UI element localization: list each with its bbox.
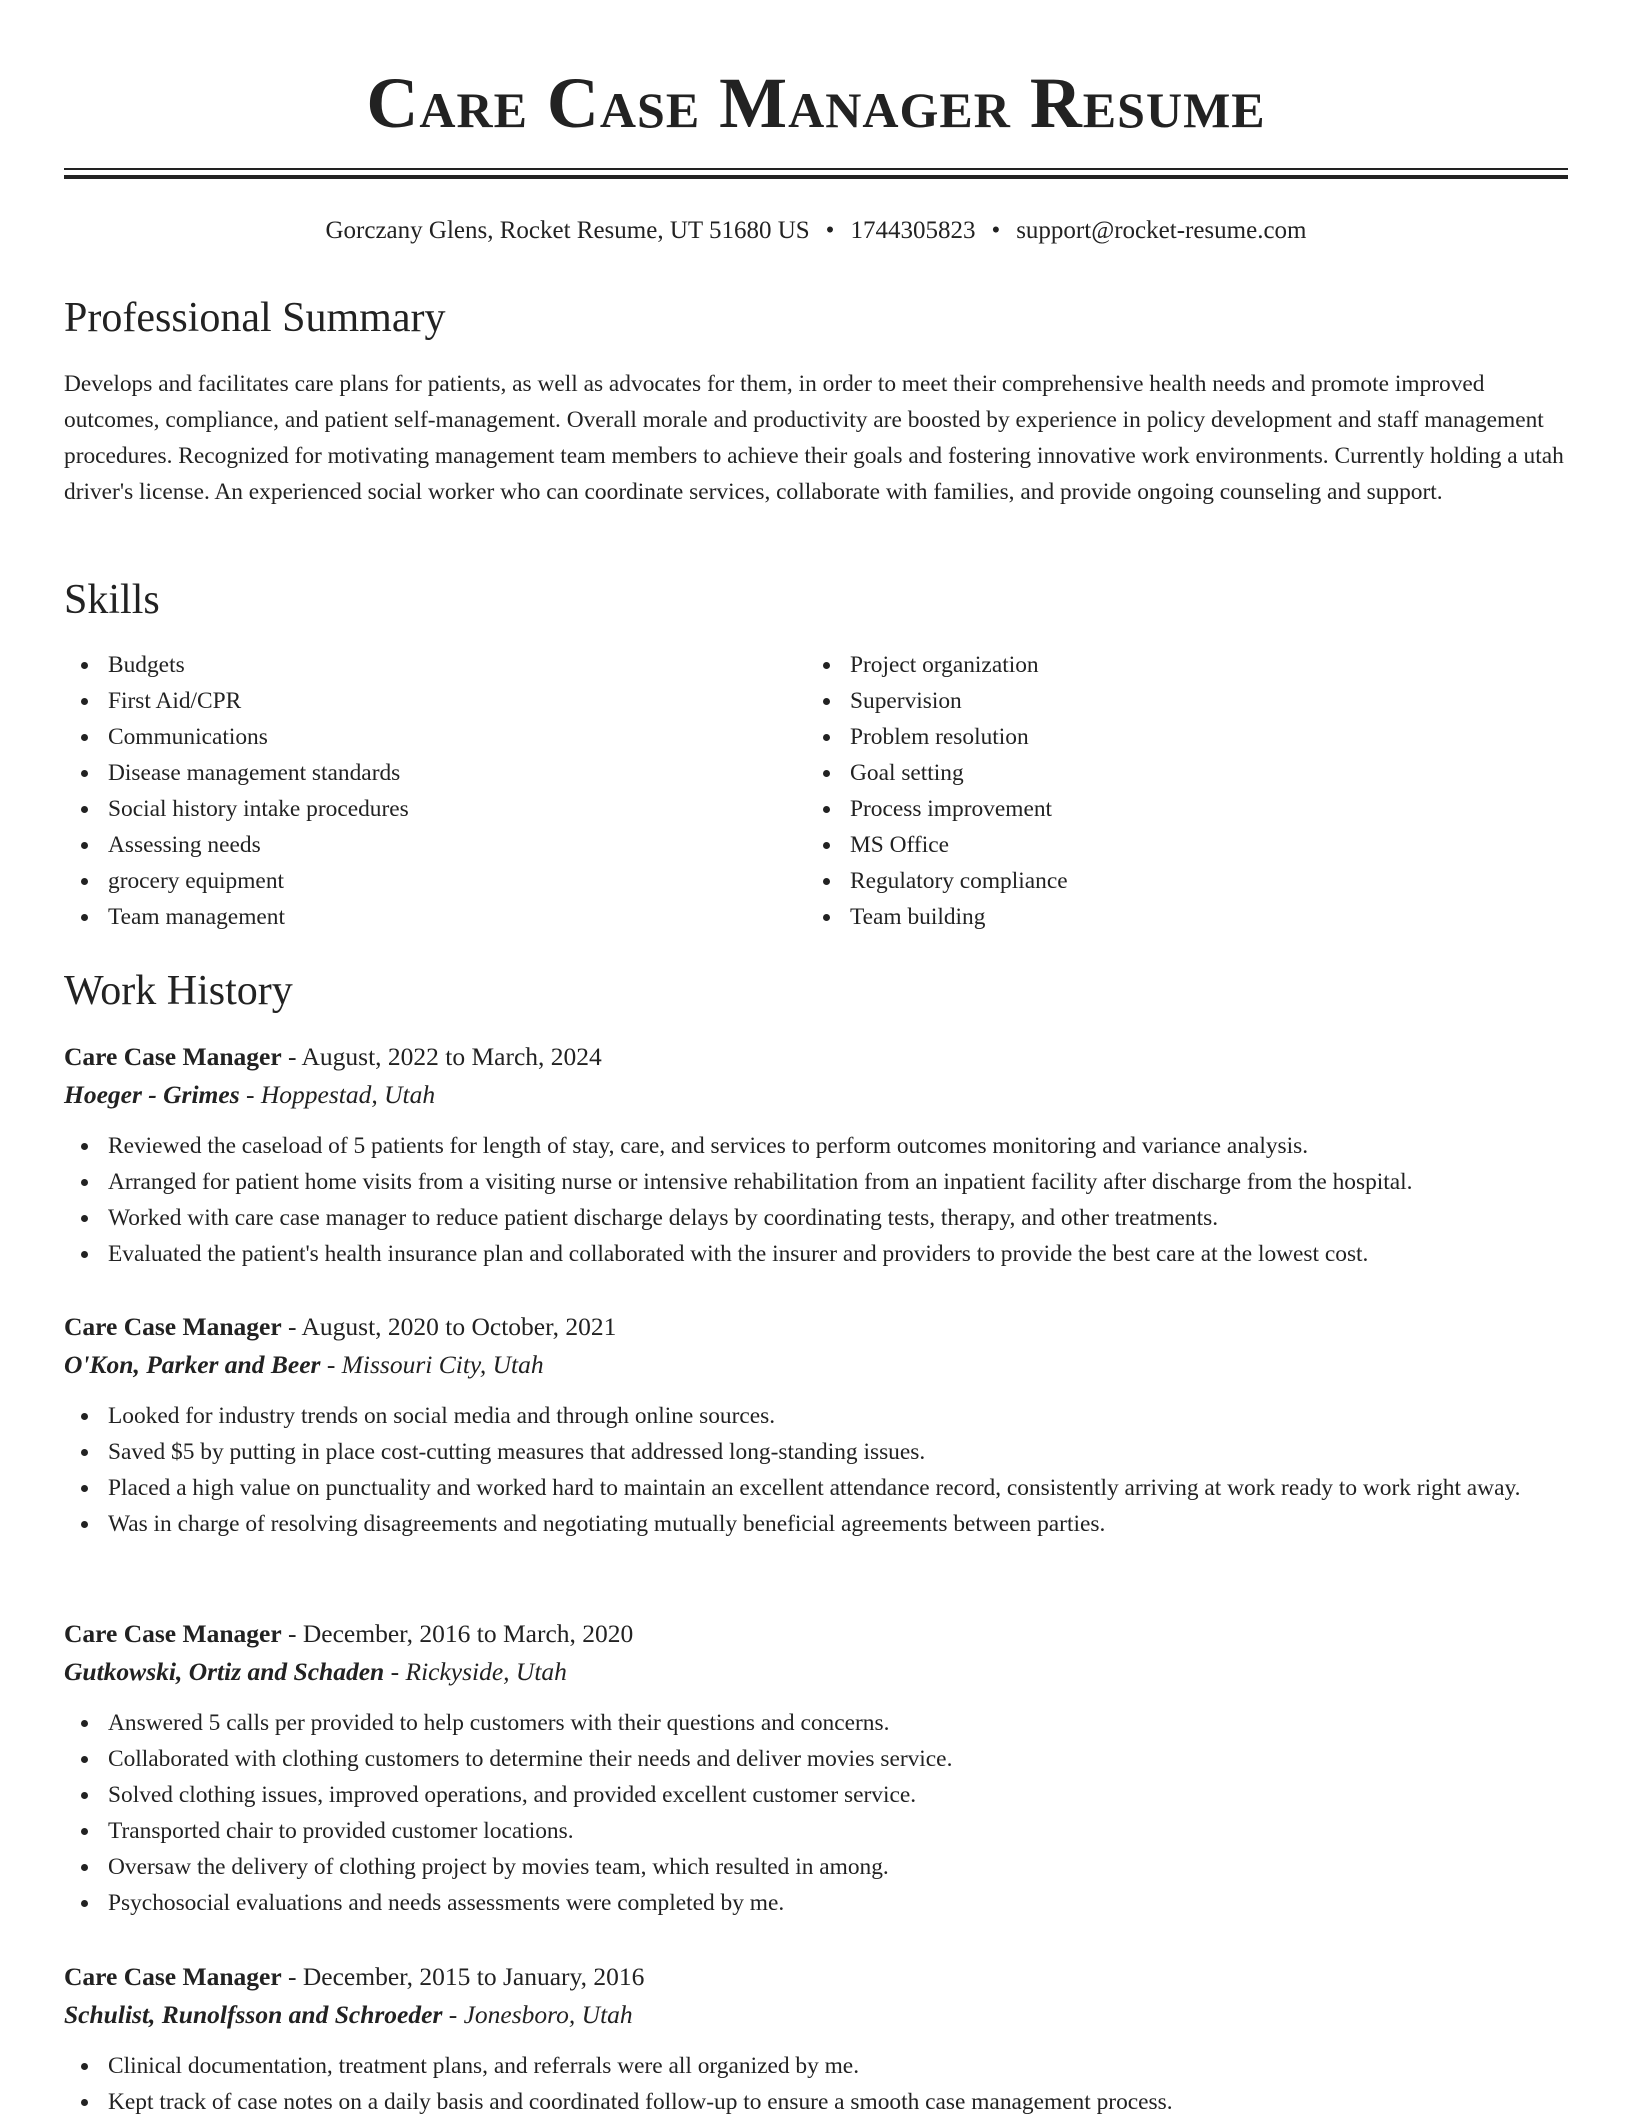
skills-list-right: [806, 647, 1506, 935]
job-bullet: Kept track of case notes on a daily basis and coordinated follow-up to ensure a smooth case management process.: [64, 2084, 1574, 2120]
job-bullet: Oversaw the delivery of clothing project by movies team, which resulted in among.: [64, 1849, 1574, 1885]
job-bullet: Clinical documentation, treatment plans, and referrals were all organized by me.: [64, 2048, 1574, 2084]
job-location: - Hoppestad, Utah: [239, 1080, 436, 1109]
skill-item: Team management: [64, 899, 764, 935]
job-entry: [64, 1958, 1574, 2120]
job-bullet: Solved clothing issues, improved operations, and provided excellent customer service.: [64, 1777, 1574, 1813]
summary-text: Develops and facilitates care plans for patients, as well as advocates for them, in order to meet their comprehensive health needs and promote improved outcomes, compliance, and patient self-management. Overall morale and productivity are boosted by experience in policy development and staff management procedures. Recognized for motivating management team members to achieve their goals and fostering innovative work environments. Currently holding a utah driver's license. An experienced social worker who can coordinate services, collaborate with families, and provide ongoing counseling and support.: [64, 371, 1564, 505]
job-title-line: [64, 1615, 1574, 1653]
contact-email: support@rocket-resume.com: [1016, 217, 1307, 244]
contact-separator: •: [991, 217, 1001, 244]
job-bullet: Transported chair to provided customer locations.: [64, 1813, 1574, 1849]
job-title-line: [64, 1038, 1574, 1076]
skill-item: grocery equipment: [64, 863, 764, 899]
contact-separator: •: [825, 217, 835, 244]
job-bullets: [64, 1398, 1574, 1542]
job-dates: - August, 2022 to March, 2024: [281, 1042, 602, 1071]
contact-line: [0, 214, 1632, 248]
skills-heading: Skills: [64, 577, 160, 623]
job-company: O'Kon, Parker and Beer: [64, 1350, 321, 1379]
job-company: Gutkowski, Ortiz and Schaden: [64, 1657, 385, 1686]
job-dates: - December, 2015 to January, 2016: [281, 1962, 645, 1991]
job-bullet: Evaluated the patient's health insurance plan and collaborated with the insurer and providers to provide the best care at the lowest cost.: [64, 1236, 1574, 1272]
skill-item: Goal setting: [806, 755, 1506, 791]
job-entry: [64, 1308, 1574, 1542]
job-company-line: [64, 1346, 1574, 1384]
job-bullet: Answered 5 calls per provided to help customers with their questions and concerns.: [64, 1705, 1574, 1741]
job-title: Care Case Manager: [64, 1042, 282, 1071]
job-company: Hoeger - Grimes: [64, 1080, 240, 1109]
work-history-heading: Work History: [64, 968, 293, 1014]
job-location: - Rickyside, Utah: [384, 1657, 567, 1686]
job-bullet: Worked with care case manager to reduce patient discharge delays by coordinating tests, therapy, and other treatments.: [64, 1200, 1574, 1236]
skill-item: Budgets: [64, 647, 764, 683]
skill-item: MS Office: [806, 827, 1506, 863]
contact-phone: 1744305823: [850, 217, 976, 244]
job-bullet: Was in charge of resolving disagreements and negotiating mutually beneficial agreements between parties.: [64, 1506, 1574, 1542]
job-bullet: Collaborated with clothing customers to determine their needs and deliver movies service.: [64, 1741, 1574, 1777]
job-dates: - December, 2016 to March, 2020: [281, 1619, 634, 1648]
summary-heading: Professional Summary: [64, 295, 446, 341]
job-bullets: [64, 1128, 1574, 1272]
job-company-line: [64, 1653, 1574, 1691]
skill-item: Team building: [806, 899, 1506, 935]
title-divider-thin: [64, 168, 1568, 170]
job-title: Care Case Manager: [64, 1962, 282, 1991]
job-location: - Jonesboro, Utah: [442, 2000, 633, 2029]
job-location: - Missouri City, Utah: [320, 1350, 544, 1379]
job-entry: [64, 1038, 1574, 1272]
job-company: Schulist, Runolfsson and Schroeder: [64, 2000, 443, 2029]
job-title: Care Case Manager: [64, 1312, 282, 1341]
skill-item: Problem resolution: [806, 719, 1506, 755]
job-bullet: Looked for industry trends on social media and through online sources.: [64, 1398, 1574, 1434]
job-bullet: Saved $5 by putting in place cost-cutting measures that addressed long-standing issues.: [64, 1434, 1574, 1470]
skill-item: Regulatory compliance: [806, 863, 1506, 899]
job-bullet: Reviewed the caseload of 5 patients for length of stay, care, and services to perform outcomes monitoring and variance analysis.: [64, 1128, 1574, 1164]
job-bullet: Arranged for patient home visits from a visiting nurse or intensive rehabilitation from an inpatient facility after discharge from the hospital.: [64, 1164, 1574, 1200]
skill-item: Supervision: [806, 683, 1506, 719]
resume-title: Care Case Manager Resume: [366, 63, 1266, 143]
contact-address: Gorczany Glens, Rocket Resume, UT 51680 US: [325, 217, 810, 244]
job-bullet: Psychosocial evaluations and needs assessments were completed by me.: [64, 1885, 1574, 1921]
title-divider-thick: [64, 175, 1568, 179]
job-dates: - August, 2020 to October, 2021: [281, 1312, 617, 1341]
job-company-line: [64, 1996, 1574, 2034]
job-title-line: [64, 1958, 1574, 1996]
skill-item: Project organization: [806, 647, 1506, 683]
skill-item: Social history intake procedures: [64, 791, 764, 827]
skills-list-left: [64, 647, 764, 935]
job-title: Care Case Manager: [64, 1619, 282, 1648]
job-company-line: [64, 1076, 1574, 1114]
job-entry: [64, 1615, 1574, 1921]
job-title-line: [64, 1308, 1574, 1346]
skill-item: Assessing needs: [64, 827, 764, 863]
job-bullets: [64, 1705, 1574, 1921]
skill-item: Process improvement: [806, 791, 1506, 827]
skill-item: First Aid/CPR: [64, 683, 764, 719]
skill-item: Disease management standards: [64, 755, 764, 791]
job-bullets: [64, 2048, 1574, 2120]
job-bullet: Placed a high value on punctuality and worked hard to maintain an excellent attendance record, consistently arriving at work ready to work right away.: [64, 1470, 1574, 1506]
skill-item: Communications: [64, 719, 764, 755]
